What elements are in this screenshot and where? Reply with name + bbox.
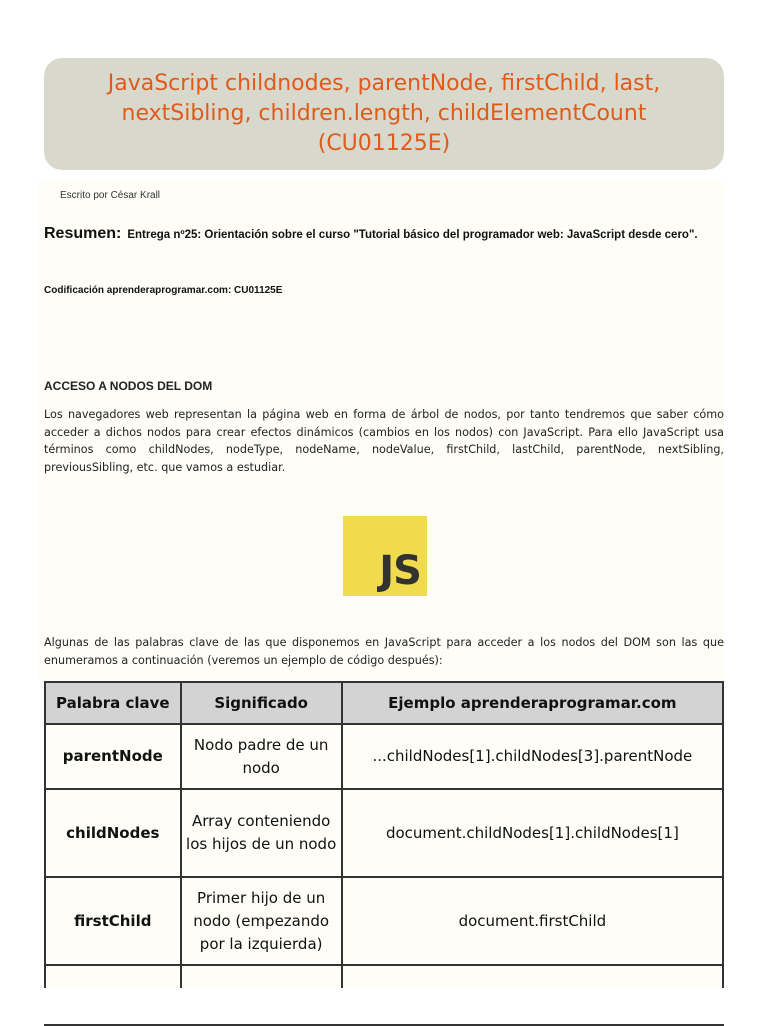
keywords-paragraph: Algunas de las palabras clave de las que disponemos en JavaScript para acceder a los nodos del DOM son las que enumeramos a continuación (veremos un ejemplo de código después): — [44, 636, 724, 667]
summary-text: Entrega nº25: Orientación sobre el curso "Tutorial básico del programador web: JavaScript desde cero". — [127, 229, 698, 241]
javascript-logo-icon — [343, 516, 427, 596]
keyword-cell: childNodes — [45, 789, 181, 877]
intro-paragraph: Los navegadores web representan la página web en forma de árbol de nodos, por tanto tendremos que saber cómo acceder a dichos nodos para crear efectos dinámicos (cambios en los nodos) con JavaScript. Para ello JavaScript usa términos como childNodes, nodeType, nodeName, nodeValue, firstChild, lastChild, parentNode, nextSibling, previousSibling, etc. que vamos a estudiar. — [44, 408, 724, 474]
keyword-cell: firstChild — [45, 877, 181, 965]
meaning-cell: Array conteniendo los hijos de un nodo — [181, 789, 342, 877]
page-title: JavaScript childnodes, parentNode, firstChild, last, nextSibling, children.length, childElementCount (CU01125E) — [107, 71, 661, 156]
example-cell: ...childNodes[1].childNodes[3].parentNode — [342, 724, 723, 789]
keywords-table — [44, 681, 724, 1026]
example-cell: document.firstChild — [342, 877, 723, 965]
table-header-row — [45, 682, 723, 724]
section-heading: ACCESO A NODOS DEL DOM — [44, 379, 213, 393]
header-meaning: Significado — [181, 682, 342, 724]
header-keyword: Palabra clave — [45, 682, 181, 724]
keyword-cell: parentNode — [45, 724, 181, 789]
table-row — [45, 789, 723, 877]
author-line: Escrito por César Krall — [60, 190, 161, 201]
table-row — [45, 724, 723, 789]
meaning-cell: Primer hijo de un nodo (empezando por la izquierda) — [181, 877, 342, 965]
meaning-cell: Nodo padre de un nodo — [181, 724, 342, 789]
logo-text: JS — [379, 548, 421, 594]
title-banner — [44, 58, 724, 170]
table-row — [45, 877, 723, 965]
header-example: Ejemplo aprenderaprogramar.com — [342, 682, 723, 724]
course-code: Codificación aprenderaprogramar.com: CU01125E — [44, 285, 283, 296]
page-cutoff — [0, 988, 768, 1024]
summary — [44, 226, 724, 243]
example-cell: document.childNodes[1].childNodes[1] — [342, 789, 723, 877]
summary-label: Resumen: — [44, 225, 122, 242]
